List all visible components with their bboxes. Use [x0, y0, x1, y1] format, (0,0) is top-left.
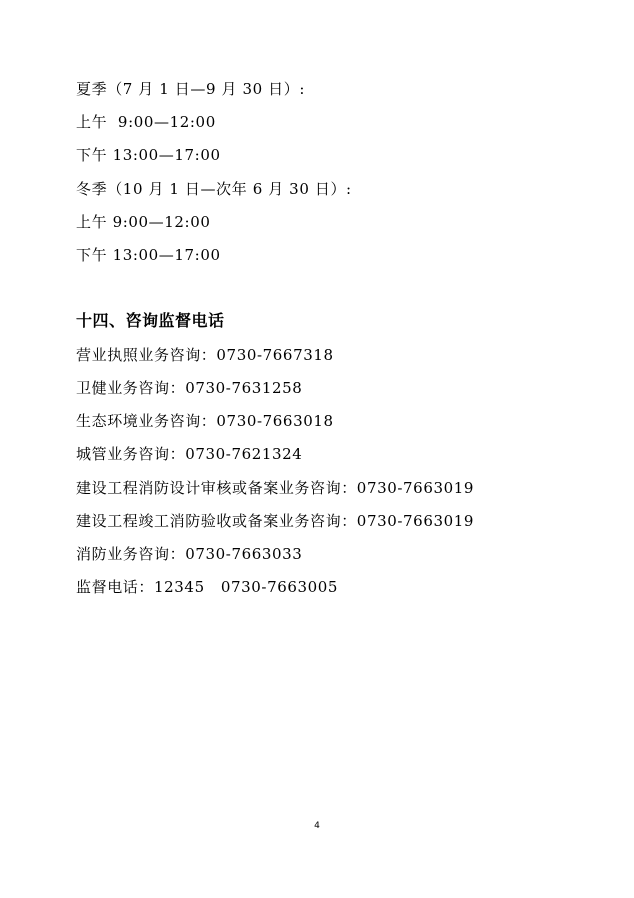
section-title: 十四、咨询监督电话 [76, 311, 225, 330]
contact-item-fire-completion-acceptance: 建设工程竣工消防验收或备案业务咨询：0730-7663019 [76, 512, 475, 530]
contact-item-urban-management: 城管业务咨询：0730-7621324 [76, 445, 303, 463]
page-number: 4 [314, 821, 320, 831]
contact-item-health: 卫健业务咨询：0730-7631258 [76, 379, 303, 397]
winter-afternoon-hours: 下午 13:00—17:00 [76, 246, 221, 264]
contact-item-ecology-environment: 生态环境业务咨询：0730-7663018 [76, 412, 334, 430]
contact-item-supervision: 监督电话：12345 0730-7663005 [76, 578, 339, 596]
winter-hours-heading: 冬季（10 月 1 日—次年 6 月 30 日）: [76, 180, 352, 198]
contact-item-fire-design-review: 建设工程消防设计审核或备案业务咨询：0730-7663019 [76, 479, 475, 497]
summer-hours-heading: 夏季（7 月 1 日—9 月 30 日）: [76, 80, 305, 98]
contact-item-fire-protection: 消防业务咨询：0730-7663033 [76, 545, 303, 563]
winter-morning-hours: 上午 9:00—12:00 [76, 213, 211, 231]
summer-morning-hours: 上午 9:00—12:00 [76, 113, 216, 131]
summer-afternoon-hours: 下午 13:00—17:00 [76, 146, 221, 164]
contact-item-business-license: 营业执照业务咨询：0730-7667318 [76, 346, 334, 364]
